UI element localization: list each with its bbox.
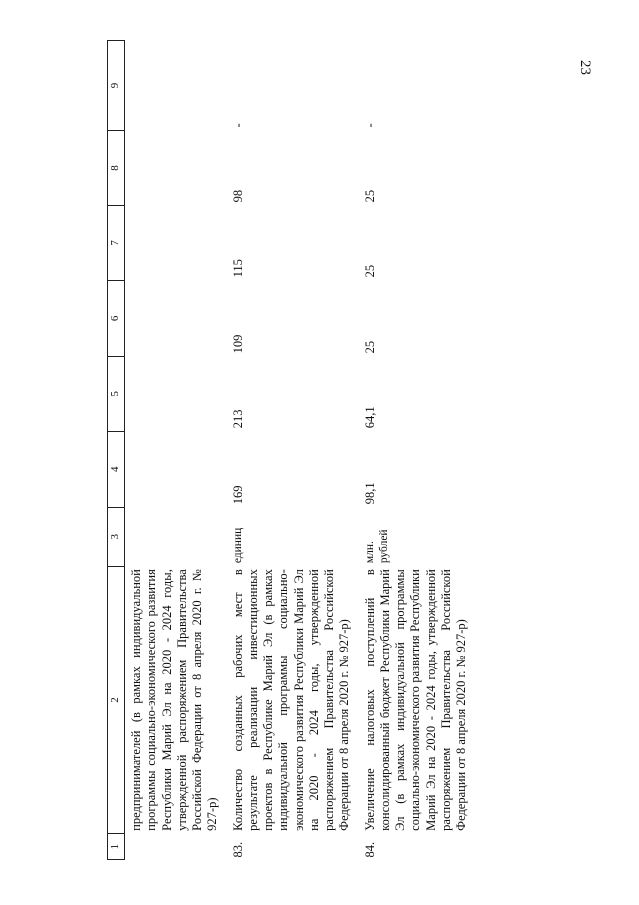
row-value [125,205,227,280]
row-value: 25 [362,189,377,203]
row-value: 115 [230,259,245,278]
row-value: 64,1 [362,406,377,429]
row-value: 25 [362,340,377,354]
table-row [227,41,359,860]
row-description: Количество созданных рабочих мест в результате реализации инвестиционных проектов в Республике Марий Эл (в рамках индивидуальной программы социально-экономического развития Республики Марий Эл на 2020 - 2024 годы, утвержденной распоряжением Правительства Российской Федерации от 8 апреля 2020 г. № 927-р) [230,569,352,831]
column-header: 9 [108,41,125,131]
row-unit [125,507,227,566]
column-header: 1 [108,834,125,860]
column-header: 4 [108,431,125,507]
row-number [125,834,227,860]
row-value: 169 [230,485,245,505]
table-row [359,41,476,860]
row-number: 84. [362,841,377,858]
row-value [125,356,227,431]
row-unit: млн. рублей [363,529,390,564]
row-value: 25 [362,264,377,278]
column-header: 5 [108,356,125,431]
row-value: 98 [230,189,245,203]
table-row [125,41,227,860]
row-value [125,130,227,205]
row-value: 109 [230,334,245,354]
row-value: - [230,123,245,128]
row-value [125,280,227,356]
row-value [125,431,227,507]
row-description: предпринимателей (в рамках индивидуальной программы социально-экономического развития Республики Марий Эл на 2020 - 2024 годы, утвержденной распоряжением Правительства Российской Федерации от 8 апреля 2020 г. № 927-р) [129,569,220,831]
column-header: 3 [108,507,125,566]
row-value: 213 [230,409,245,429]
row-value [125,41,227,131]
column-header: 7 [108,205,125,280]
row-description: Увеличение налоговых поступлений в консолидированный бюджет Республики Марий Эл (в рамках индивидуальной программы социально-экономического развития Республики Марий Эл на 2020 - 2024 годы, утвержденной распоряжением Правительства Российской Федерации от 8 апреля 2020 г. № 927-р) [362,569,468,831]
row-value: - [362,123,377,128]
column-header: 8 [108,130,125,205]
page-number: 23 [577,60,593,75]
indicators-table [107,40,475,860]
table-header-row [108,41,125,860]
row-value: 98,1 [362,482,377,505]
row-unit: единиц [231,527,244,564]
row-number: 83. [230,841,245,858]
column-header: 2 [108,566,125,834]
column-header: 6 [108,280,125,356]
